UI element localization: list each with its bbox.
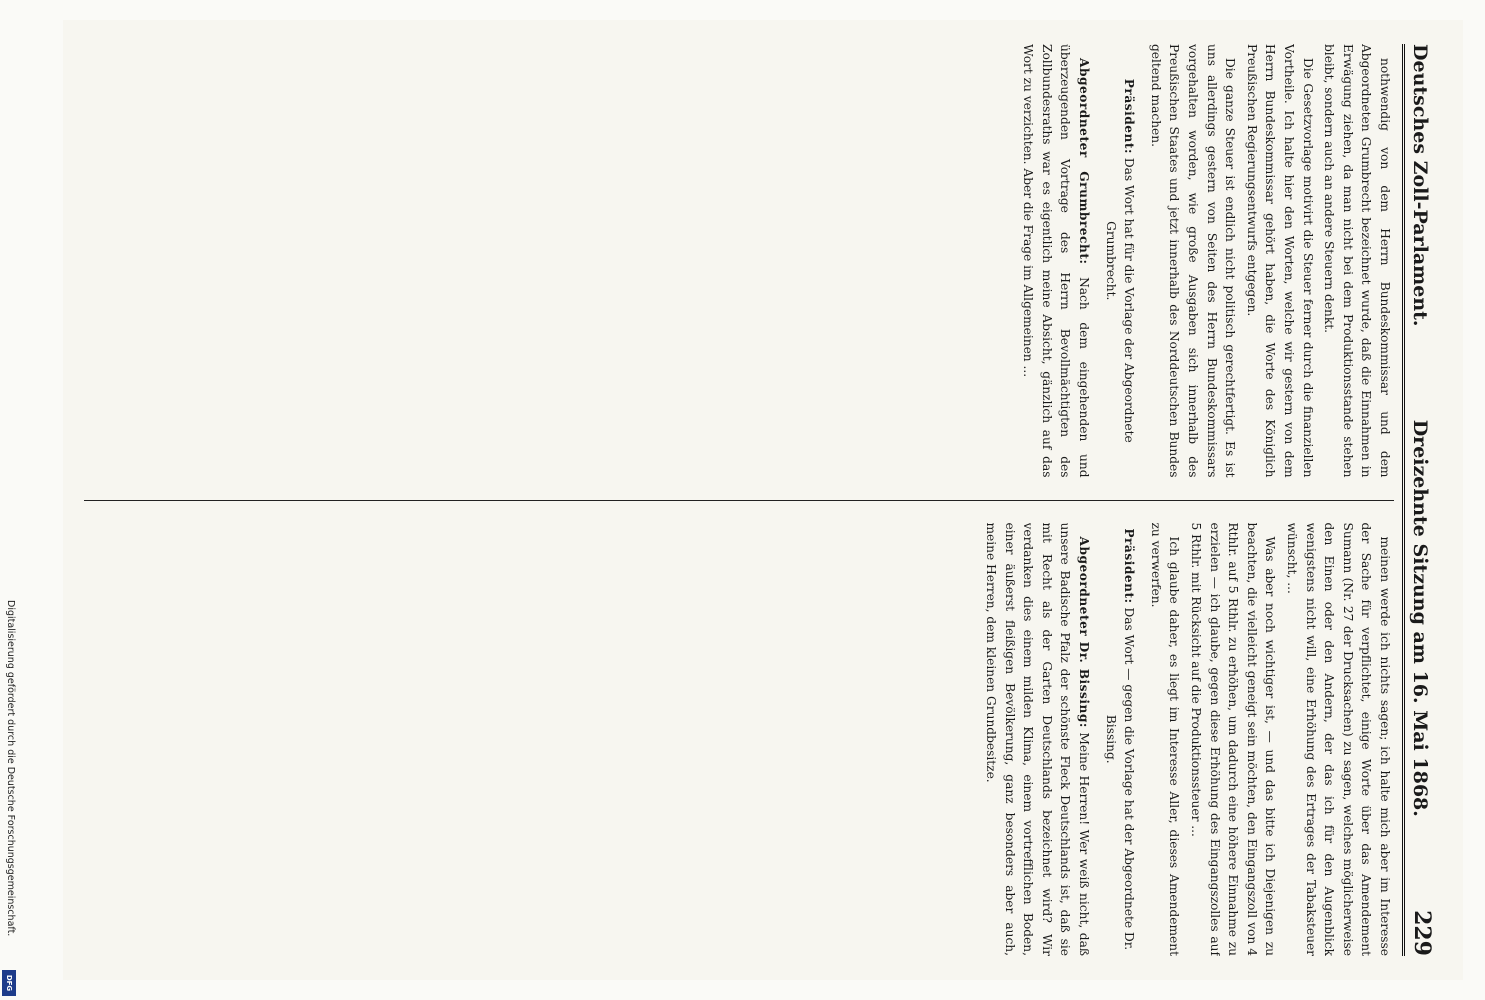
speaker-block (1018, 44, 1092, 478)
speaker-text: Meine Herren! Wer weiß nicht, daß unsere Badische Pfalz der schönste Fleck Deutschlands ist, daß sie mit Recht als der Garten Deutschlands bezeichnet wird? Wir verdanken dies einem milden Klima, einem vortrefflichen Boden, einer äußerst fleißigen Bevölkerung, ganz besonders aber auch, meine Herren, dem kleinen Grundbesitze. (983, 522, 1091, 956)
speaker-name: Präsident: (1121, 528, 1136, 604)
paragraph: Ich glaube daher, es liegt im Interesse Aller, dieses Amendement zu verwerfen. (1148, 522, 1181, 956)
text-columns (84, 44, 1394, 956)
header-left-title: Deutsches Zoll-Parlament. (1408, 44, 1431, 327)
speaker-block (1101, 523, 1138, 957)
speaker-text: Nach dem eingehenden und überzeugenden Vortrage des Herrn Bevollmächtigten des Zollbundesraths war es eigentlich meine Absicht, gänzlich auf das Wort zu verzichten. Aber die Frage im Allgemeinen ... (1020, 44, 1091, 478)
header-session-title: Dreizehnte Sitzung am 16. Mai 1868. (1408, 419, 1431, 817)
column-left (84, 44, 1394, 478)
digitization-credit (2, 600, 18, 1000)
paragraph: Die ganze Steuer ist endlich nicht politisch gerechtfertigt. Es ist uns allerdings gestern von Seiten des Herrn Bundeskommissars vorgehalten worden, wie große Ausgaben sich innerhalb des Preußischen Staates und jetzt innerhalb des Norddeutschen Bundes geltend machen. (1148, 44, 1237, 478)
speaker-name: Präsident: (1121, 78, 1136, 154)
paragraph: Was aber noch wichtiger ist, — und das bitte ich Diejenigen zu beachten, die vielleicht geneigt sein möchten, den Eingangszoll von 4 Rthlr. auf 5 Rthlr. zu erhöhen, um dadurch eine höhere Einnahme zu erzielen — ich glaube, gegen diese Erhöhung des Eingangszolles auf 5 Rthlr. mit Rücksicht auf die Produktionssteuer ... (1188, 522, 1277, 956)
page-number: 229 (1408, 910, 1435, 956)
column-divider (84, 500, 1394, 501)
speaker-name: Abgeordneter Grumbrecht: (1076, 58, 1091, 265)
speaker-block (981, 523, 1093, 957)
column-right (84, 523, 1394, 957)
speaker-block (1101, 44, 1138, 478)
speaker-text: Das Wort — gegen die Vorlage hat der Abgeordnete Dr. Bissing. (1103, 607, 1136, 951)
credit-text: Digitalisierung gefördert durch die Deutsche Forschungsgemeinschaft. (5, 600, 16, 937)
dfg-logo-icon: DFG (2, 970, 16, 996)
paragraph: Die Gesetzvorlage motivirt die Steuer ferner durch die finanziellen Vortheile. Ich halte hier den Worten, welche wir gestern von dem Herrn Bundeskommissar gehört haben, die Worte des Königlich Preußischen Regierungsentwurfs entgegen. (1244, 44, 1315, 478)
paragraph: meinen werde ich nichts sagen; ich halte mich aber im Interesse der Sache für verpflichtet, einige Worte über das Amendement Sumann (Nr. 27 der Drucksachen) zu sagen, welches möglicherweise den Einen oder den Andern, der das ich für den Augenblick wenigstens nicht will, eine Erhöhung des Ertrages der Tabaksteuer wünscht, ... (1284, 522, 1392, 956)
page-header (1402, 44, 1445, 956)
newspaper-page (63, 20, 1463, 980)
speaker-name: Abgeordneter Dr. Bissing: (1076, 536, 1091, 728)
speaker-text: Das Wort hat für die Vorlage der Abgeordnete Grumbrecht. (1103, 157, 1136, 443)
paragraph: nothwendig von dem Herrn Bundeskommissar und dem Abgeordneten Grumbrecht bezeichnet wurde, daß die Einnahmen in Erwägung ziehen, da man nicht bei dem Produktionsstande stehen bleibt, sondern auch an andere Steuern denkt. (1321, 44, 1392, 478)
